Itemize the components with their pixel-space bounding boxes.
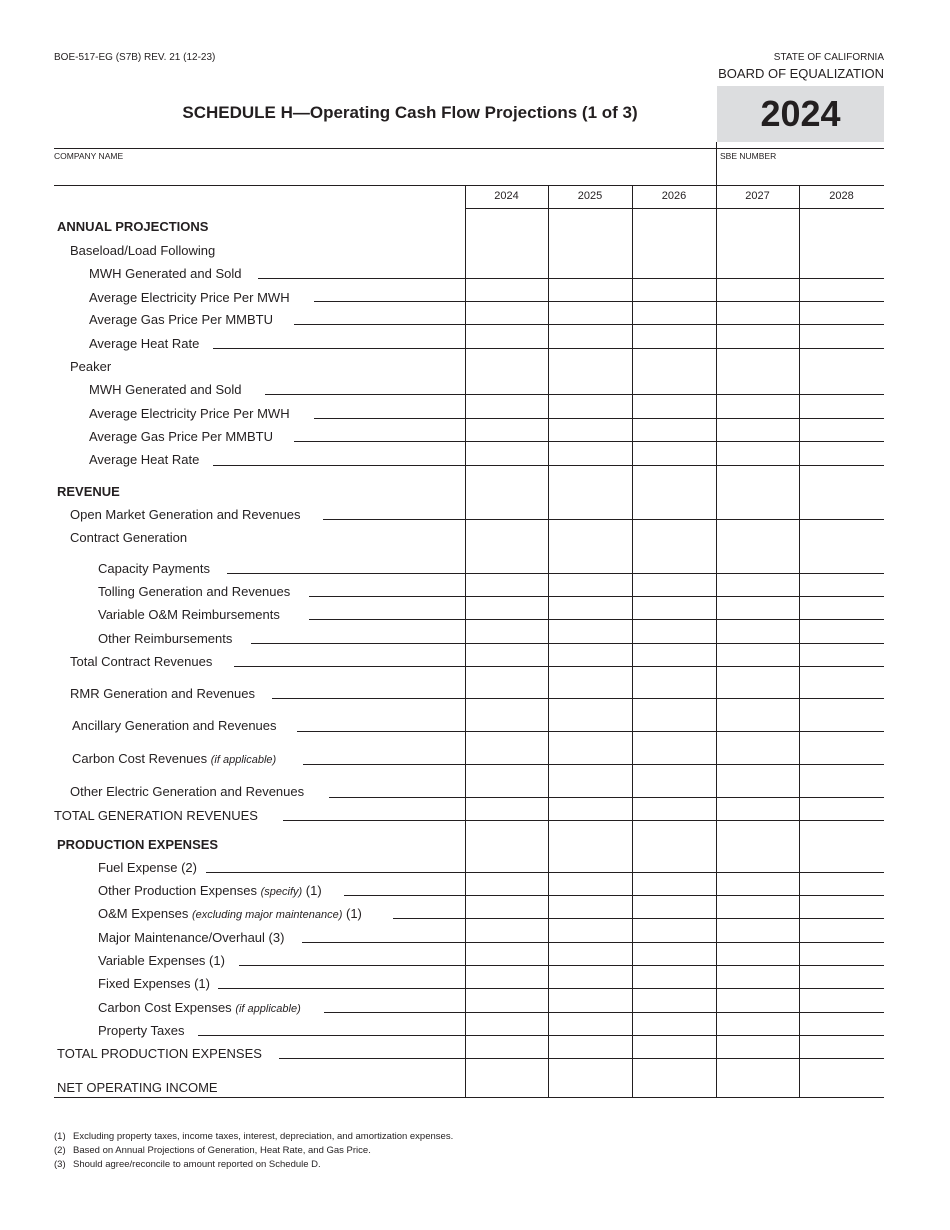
grid-column-line (465, 185, 466, 1098)
label-contract-generation: Contract Generation (70, 530, 190, 545)
label-baseload-heat-rate: Average Heat Rate (89, 336, 202, 351)
column-header-2024: 2024 (494, 190, 519, 202)
label-carbon-cost-revenues: Carbon Cost Revenues (if applicable) (72, 751, 279, 766)
label-other-electric: Other Electric Generation and Revenues (70, 784, 307, 799)
form-number: BOE-517-EG (S7B) REV. 21 (12-23) (54, 52, 216, 63)
label-rmr: RMR Generation and Revenues (70, 686, 258, 701)
label-total-production-expenses: TOTAL PRODUCTION EXPENSES (57, 1046, 265, 1061)
label-baseload-elec-price: Average Electricity Price Per MWH (89, 290, 293, 305)
column-header-2025: 2025 (577, 190, 603, 202)
grid-column-line (632, 185, 633, 1098)
section-annual-projections: ANNUAL PROJECTIONS (57, 219, 211, 234)
row-rule (329, 797, 884, 798)
row-rule (309, 596, 884, 597)
footnote-3: (3) Should agree/reconcile to amount reported on Schedule D. (54, 1159, 321, 1170)
form-year: 2024 (717, 86, 884, 142)
label-tolling: Tolling Generation and Revenues (98, 584, 293, 599)
row-rule (283, 820, 884, 821)
label-peaker: Peaker (70, 359, 114, 374)
row-rule (272, 698, 884, 699)
row-rule (218, 988, 884, 989)
label-capacity-payments: Capacity Payments (98, 561, 213, 576)
row-rule (279, 1058, 884, 1059)
column-header-rule (465, 208, 884, 209)
row-rule (344, 895, 884, 896)
row-rule (324, 1012, 884, 1013)
label-peaker-elec-price: Average Electricity Price Per MWH (89, 406, 293, 421)
label-property-taxes: Property Taxes (98, 1023, 187, 1038)
row-rule (198, 1035, 884, 1036)
sbe-number-label: SBE NUMBER (720, 151, 777, 161)
row-rule (265, 394, 884, 395)
row-rule (258, 278, 884, 279)
row-rule (314, 418, 884, 419)
page-title: SCHEDULE H—Operating Cash Flow Projections (1 of 3) (182, 103, 638, 122)
company-name-label: COMPANY NAME (54, 151, 124, 161)
row-rule (302, 942, 884, 943)
row-rule (294, 324, 884, 325)
label-total-generation-revenues: TOTAL GENERATION REVENUES (54, 808, 261, 823)
section-revenue: REVENUE (57, 484, 123, 499)
row-rule (314, 301, 884, 302)
row-rule (323, 519, 884, 520)
row-rule (213, 348, 884, 349)
row-rule (309, 619, 884, 620)
label-peaker-mwh: MWH Generated and Sold (89, 382, 244, 397)
row-rule (234, 666, 884, 667)
row-rule (294, 441, 884, 442)
row-rule (54, 1097, 884, 1098)
label-baseload-gas-price: Average Gas Price Per MMBTU (89, 312, 276, 327)
row-rule (251, 643, 884, 644)
row-rule (297, 731, 884, 732)
state-name: STATE OF CALIFORNIA (773, 52, 884, 63)
grid-column-line (548, 185, 549, 1098)
label-other-reimbursements: Other Reimbursements (98, 631, 235, 646)
sbe-number-field[interactable] (720, 160, 884, 184)
column-header-2026: 2026 (661, 190, 687, 202)
row-rule (303, 764, 884, 765)
row-rule (239, 965, 884, 966)
label-ancillary: Ancillary Generation and Revenues (72, 718, 280, 733)
label-fixed-expenses: Fixed Expenses (1) (98, 976, 213, 991)
label-fuel-expense: Fuel Expense (2) (98, 860, 200, 875)
label-variable-expenses: Variable Expenses (1) (98, 953, 228, 968)
grid-column-line (716, 185, 717, 1098)
label-om-expenses: O&M Expenses (excluding major maintenance) (1) (98, 906, 365, 921)
label-major-maintenance: Major Maintenance/Overhaul (3) (98, 930, 287, 945)
company-name-field[interactable] (54, 160, 714, 184)
company-bottom-rule (54, 185, 884, 186)
label-baseload: Baseload/Load Following (70, 243, 218, 258)
row-rule (206, 872, 884, 873)
agency-name: BOARD OF EQUALIZATION (718, 66, 884, 81)
column-header-2028: 2028 (829, 190, 854, 202)
section-production-expenses: PRODUCTION EXPENSES (57, 837, 221, 852)
row-rule (393, 918, 884, 919)
row-rule (227, 573, 884, 574)
label-total-contract-revenues: Total Contract Revenues (70, 654, 215, 669)
grid-column-line (799, 185, 800, 1098)
carbon-rev-note: (if applicable) (210, 754, 277, 766)
label-peaker-heat-rate: Average Heat Rate (89, 452, 202, 467)
label-baseload-mwh: MWH Generated and Sold (89, 266, 244, 281)
footnote-1: (1) Excluding property taxes, income taxes, interest, depreciation, and amortization expenses. (54, 1131, 454, 1142)
label-net-operating-income: NET OPERATING INCOME (57, 1080, 221, 1095)
company-top-rule (54, 148, 884, 149)
column-header-2027: 2027 (745, 190, 770, 202)
row-rule (213, 465, 884, 466)
label-carbon-cost-expenses: Carbon Cost Expenses (if applicable) (98, 1000, 304, 1015)
label-peaker-gas-price: Average Gas Price Per MMBTU (89, 429, 276, 444)
footnote-2: (2) Based on Annual Projections of Generation, Heat Rate, and Gas Price. (54, 1145, 371, 1156)
label-other-production: Other Production Expenses (specify) (1) (98, 883, 325, 898)
label-variable-om: Variable O&M Reimbursements (98, 607, 283, 622)
sbe-divider (716, 142, 717, 185)
label-open-market: Open Market Generation and Revenues (70, 507, 304, 522)
